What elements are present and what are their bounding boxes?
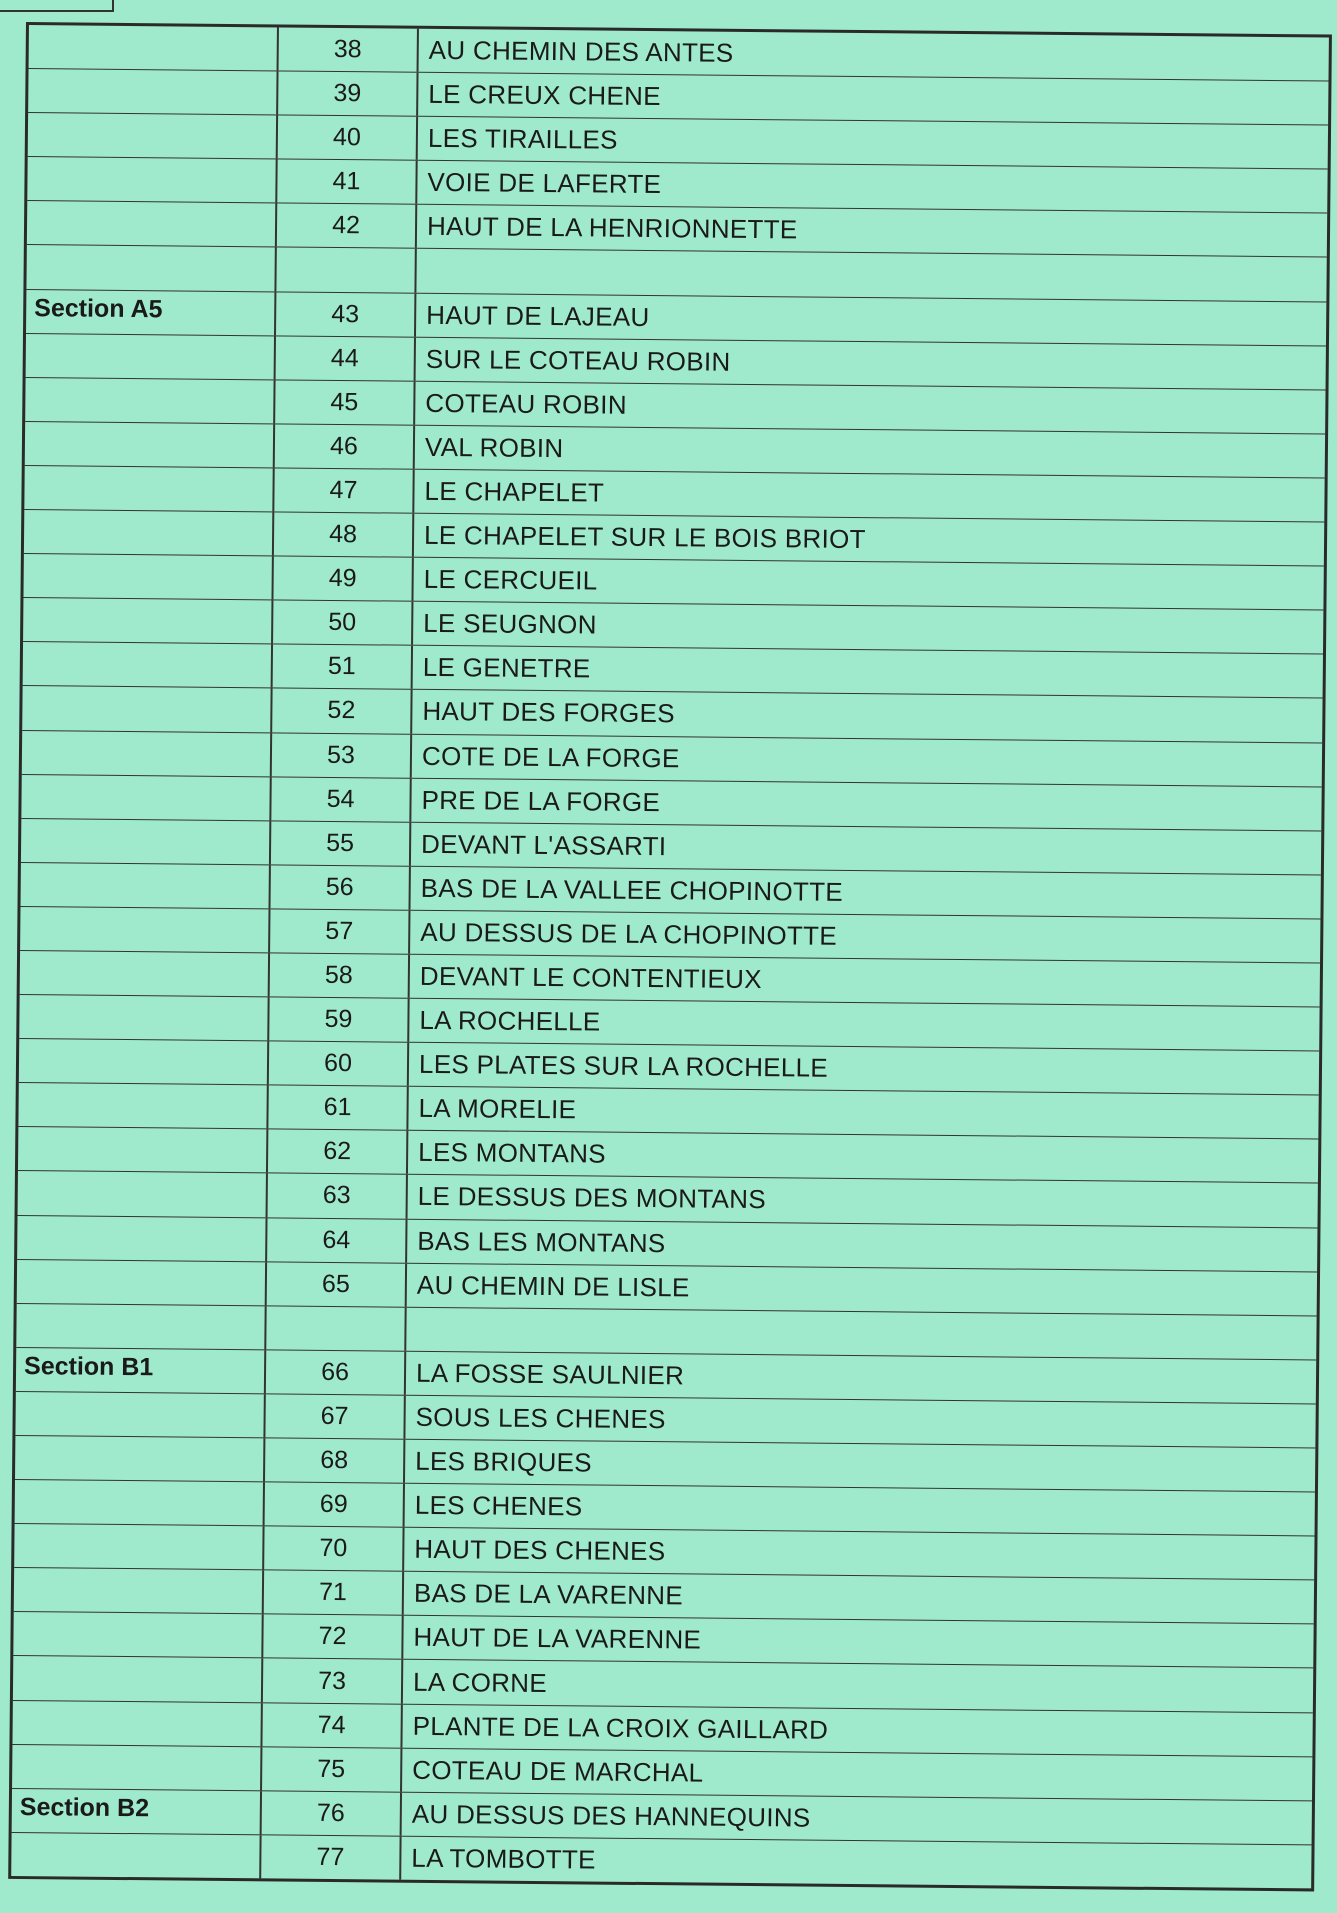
section-cell [13, 1656, 263, 1701]
section-cell [12, 1701, 262, 1746]
number-cell: 48 [274, 512, 414, 556]
place-name-cell: LA TOMBOTTE [411, 1842, 596, 1875]
number-cell: 70 [264, 1527, 404, 1571]
section-cell [23, 642, 273, 687]
number-cell: 66 [266, 1350, 406, 1394]
section-cell [27, 201, 277, 246]
number-cell: 53 [272, 733, 412, 777]
section-cell [15, 1480, 265, 1525]
number-cell: 61 [268, 1086, 408, 1130]
place-name-cell: AU DESSUS DES HANNEQUINS [411, 1798, 811, 1833]
place-name-cell: SUR LE COTEAU ROBIN [425, 343, 731, 377]
section-cell [22, 730, 272, 775]
number-cell: 38 [279, 27, 419, 71]
section-cell [13, 1612, 263, 1657]
section-cell [23, 598, 273, 643]
place-name-cell: PRE DE LA FORGE [421, 784, 661, 817]
section-cell [28, 113, 278, 158]
number-cell: 46 [275, 424, 415, 468]
number-cell: 62 [268, 1130, 408, 1174]
place-name-cell: BAS DE LA VARENNE [413, 1578, 684, 1611]
number-cell: 55 [271, 821, 411, 865]
place-name-cell: HAUT DES CHENES [414, 1534, 666, 1567]
section-cell [15, 1392, 265, 1437]
place-name-cell: DEVANT L'ASSARTI [420, 828, 667, 861]
place-name-cell: VOIE DE LAFERTE [427, 167, 662, 200]
place-name-cell [416, 249, 1326, 301]
place-name-cell: VAL ROBIN [424, 431, 564, 464]
place-name-cell: COTEAU DE MARCHAL [412, 1754, 704, 1788]
number-cell: 75 [262, 1747, 402, 1791]
number-cell: 49 [273, 557, 413, 601]
section-cell [21, 775, 271, 820]
section-cell [20, 907, 270, 952]
number-cell: 52 [272, 689, 412, 733]
place-name-cell: LES CHENES [414, 1489, 583, 1522]
section-cell [22, 686, 272, 731]
place-name-cell: SOUS LES CHENES [415, 1401, 666, 1435]
number-cell: 71 [264, 1571, 404, 1615]
number-cell: 57 [270, 909, 410, 953]
section-cell: Section B1 [16, 1348, 266, 1393]
place-name-cell: HAUT DE LA HENRIONNETTE [426, 211, 798, 245]
place-name-cell: HAUT DES FORGES [422, 696, 676, 729]
place-name-cell: COTEAU ROBIN [425, 387, 628, 420]
number-cell: 73 [263, 1659, 403, 1703]
place-name-table [8, 22, 1332, 1891]
number-cell: 72 [263, 1615, 403, 1659]
number-cell: 40 [278, 116, 418, 160]
place-name-cell: LA ROCHELLE [419, 1004, 601, 1037]
number-cell: 67 [265, 1394, 405, 1438]
number-cell: 56 [271, 865, 411, 909]
section-cell [16, 1304, 266, 1349]
number-cell: 42 [277, 204, 417, 248]
number-cell: 45 [275, 380, 415, 424]
section-cell [24, 466, 274, 511]
section-cell [27, 157, 277, 202]
place-name-cell: BAS DE LA VALLEE CHOPINOTTE [420, 872, 844, 907]
place-name-cell: LES TIRAILLES [427, 123, 618, 155]
place-name-cell: LA FOSSE SAULNIER [415, 1357, 685, 1391]
section-cell [14, 1568, 264, 1613]
place-name-cell: HAUT DE LA VARENNE [413, 1622, 702, 1655]
number-cell: 65 [267, 1262, 407, 1306]
number-cell: 44 [276, 336, 416, 380]
place-name-cell: AU CHEMIN DES ANTES [428, 34, 734, 68]
place-name-cell: PLANTE DE LA CROIX GAILLARD [412, 1710, 829, 1745]
section-cell [26, 245, 276, 290]
section-cell [12, 1745, 262, 1790]
section-cell [14, 1524, 264, 1569]
place-name-cell: LE CHAPELET [424, 475, 605, 508]
number-cell [276, 248, 416, 292]
place-name-cell: LE GENETRE [422, 652, 591, 684]
place-name-cell: AU DESSUS DE LA CHOPINOTTE [420, 916, 838, 951]
section-cell [18, 1127, 268, 1172]
number-cell [266, 1306, 406, 1350]
section-cell [17, 1216, 267, 1261]
place-name-cell: LES MONTANS [418, 1137, 607, 1170]
corner-mark [0, 0, 114, 12]
number-cell: 64 [267, 1218, 407, 1262]
number-cell: 50 [273, 601, 413, 645]
place-name-cell: LA CORNE [412, 1666, 548, 1698]
number-cell: 63 [268, 1174, 408, 1218]
place-name-cell: LES BRIQUES [415, 1445, 593, 1478]
number-cell: 41 [277, 160, 417, 204]
number-cell: 59 [269, 997, 409, 1041]
section-cell [25, 422, 275, 467]
number-cell: 76 [262, 1791, 402, 1835]
section-cell [23, 554, 273, 599]
place-name-cell: BAS LES MONTANS [417, 1225, 666, 1258]
place-name-cell: AU CHEMIN DE LISLE [416, 1269, 690, 1303]
section-cell [11, 1833, 261, 1878]
number-cell: 58 [270, 953, 410, 997]
number-cell: 54 [271, 777, 411, 821]
place-name-cell: LE SEUGNON [423, 608, 597, 640]
section-cell [21, 819, 271, 864]
place-name-cell: LE DESSUS DES MONTANS [417, 1181, 767, 1215]
section-cell [26, 334, 276, 379]
place-name-cell [406, 1307, 1316, 1359]
section-cell: Section B2 [12, 1789, 262, 1834]
section-cell [25, 378, 275, 423]
number-cell: 74 [262, 1703, 402, 1747]
number-cell: 69 [265, 1482, 405, 1526]
number-cell: 43 [276, 292, 416, 336]
section-cell [20, 951, 270, 996]
section-cell [18, 1171, 268, 1216]
number-cell: 39 [278, 72, 418, 116]
place-name-cell: LE CREUX CHENE [428, 79, 661, 112]
place-name-cell: LE CHAPELET SUR LE BOIS BRIOT [423, 519, 866, 555]
section-cell [19, 1039, 269, 1084]
place-name-cell: LA MORELIE [418, 1093, 577, 1125]
number-cell: 47 [274, 468, 414, 512]
number-cell: 51 [273, 645, 413, 689]
place-name-cell: COTE DE LA FORGE [421, 740, 680, 773]
place-name-cell: LES PLATES SUR LA ROCHELLE [418, 1049, 829, 1083]
number-cell: 60 [269, 1042, 409, 1086]
number-cell: 77 [261, 1835, 401, 1879]
place-name-cell: DEVANT LE CONTENTIEUX [419, 960, 762, 995]
section-cell [24, 510, 274, 555]
number-cell: 68 [265, 1438, 405, 1482]
section-cell: Section A5 [26, 290, 276, 335]
place-name-cell: LE CERCUEIL [423, 564, 598, 596]
section-cell [18, 1083, 268, 1128]
section-cell [21, 863, 271, 908]
section-cell [28, 69, 278, 114]
section-cell [17, 1260, 267, 1305]
place-name-cell: HAUT DE LAJEAU [426, 299, 650, 332]
section-cell [15, 1436, 265, 1481]
section-cell [19, 995, 269, 1040]
section-cell [29, 25, 279, 70]
